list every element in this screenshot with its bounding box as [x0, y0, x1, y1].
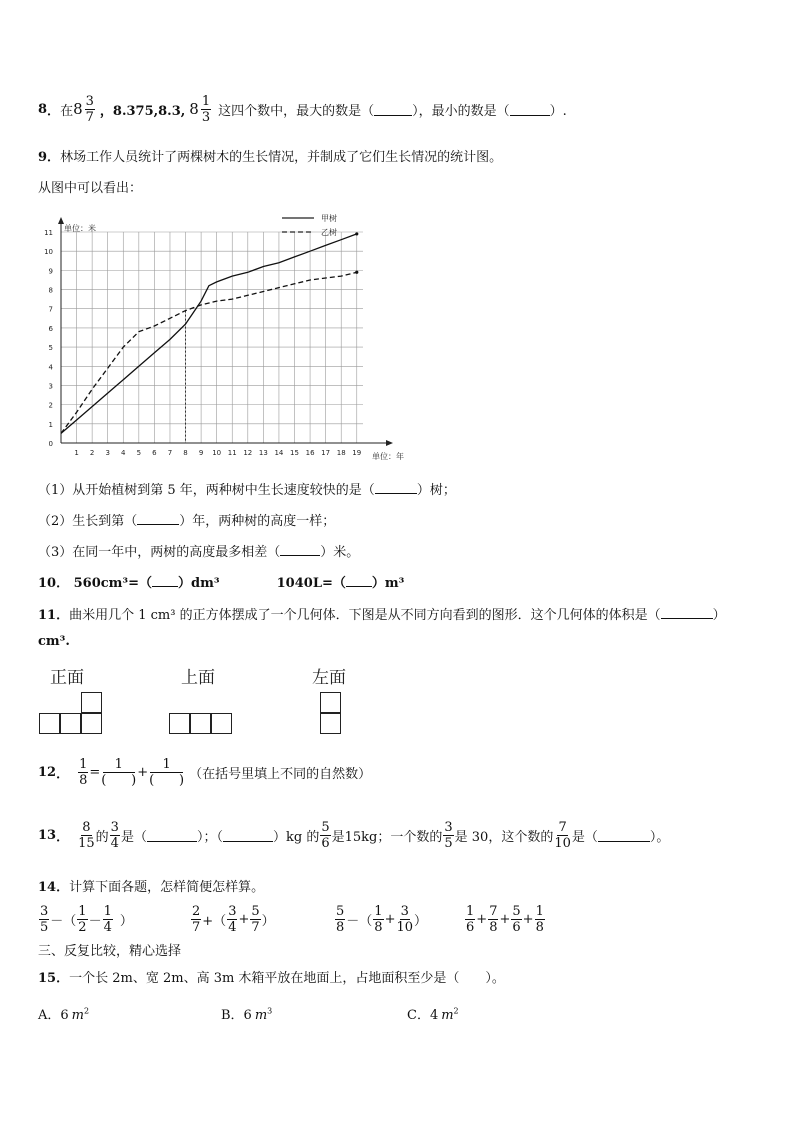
q10-line: 10． 560cm³=（ ）dm³ 1040L=（ ）m³: [38, 576, 405, 591]
top-view-cube: [211, 713, 232, 734]
q8-line: 8 ． 在 8 $\frac{3}{7}$ ，8.375,8.3, 8 $\frac{1}{3}$ 这四个数中，最大的数是（ ），最小的数是（ ）.: [38, 93, 567, 125]
q12-lhs-fraction: $\frac{1}{8}$: [79, 756, 88, 788]
left-view-cube: [320, 713, 341, 734]
front-view-cube: [81, 713, 102, 734]
top-view-cube: [190, 713, 211, 734]
legend-label-jia: 甲树: [321, 214, 337, 223]
y-tick-label: 11: [44, 229, 53, 237]
y-tick-label: 0: [48, 440, 53, 448]
q12-fraction-2[interactable]: $\frac{1}{( )}$: [149, 756, 185, 788]
q9-sub3-blank[interactable]: [280, 543, 320, 556]
q8-text-end: ）.: [549, 103, 567, 119]
series-endpoint: [355, 232, 358, 235]
chart-legend: [282, 213, 337, 237]
series-endpoint: [355, 271, 358, 274]
q9-text: 林场工作人员统计了两棵树木的生长情况，并制成了它们生长情况的统计图。: [60, 150, 503, 165]
q8-text-post: 这四个数中，最大的数是（: [218, 103, 375, 119]
x-tick-label: 14: [274, 449, 284, 457]
front-view-cube: [81, 692, 102, 713]
x-tick-label: 17: [321, 449, 331, 457]
x-tick-label: 8: [183, 449, 188, 457]
view-label-left: 左面: [312, 668, 346, 688]
q14-expression-1: $\frac{3}{5}$ －（ $\frac{1}{2}$ － $\frac{1}{4}$ ）: [40, 903, 133, 935]
x-tick-label: 7: [167, 449, 173, 457]
q9-sub2-blank[interactable]: [137, 512, 179, 525]
q13-blank-2[interactable]: [223, 829, 273, 842]
chart-grid: [61, 232, 363, 443]
q9-sub1-blank[interactable]: [375, 481, 417, 494]
q12-line: 12 ． $\frac{1}{8}$ = $\frac{1}{( )}$ + $\frac{1}{( )}$ （在括号里填上不同的自然数）: [38, 756, 372, 788]
q8-text-pre: 在: [60, 103, 74, 119]
x-tick-label: 1: [74, 449, 79, 457]
q9-sub2: （2）生长到第（ ）年，两种树的高度一样；: [38, 514, 336, 529]
q8-answer-blank-1[interactable]: [374, 103, 412, 116]
y-tick-label: 4: [48, 363, 53, 372]
q9-number: 9: [38, 150, 48, 165]
q11-question: 11．曲米用几个 1 cm³ 的正方体摆成了一个几何体．下图是从不同方向看到的图形．这个几何体的体积是（ ）: [38, 608, 726, 623]
x-tick-label: 16: [305, 449, 315, 457]
q14-expression-2: $\frac{2}{7}$ +（ $\frac{3}{4}$ + $\frac{5}{7}$ ）: [192, 903, 275, 935]
q8-answer-blank-2[interactable]: [510, 103, 550, 116]
x-tick-label: 19: [352, 449, 362, 457]
view-label-top: 上面: [181, 668, 215, 688]
q9-question: 9．林场工作人员统计了两棵树木的生长情况，并制成了它们生长情况的统计图。: [38, 150, 503, 165]
chart-series: [61, 232, 358, 433]
y-tick-label: 7: [48, 305, 53, 314]
y-tick-label: 8: [48, 286, 53, 295]
q14-expression-4: $\frac{1}{6}$ + $\frac{7}{8}$ + $\frac{5}{6}$ + $\frac{1}{8}$: [466, 903, 544, 935]
legend-label-yi: 乙树: [321, 228, 337, 237]
x-tick-label: 18: [336, 449, 346, 457]
x-tick-label: 11: [227, 449, 237, 457]
q13-line: 13 ． $\frac{8}{15}$ 的 $\frac{3}{4}$ 是（ ）；（ ）kg 的 $\frac{5}{6}$ 是15kg；一个数的 $\frac{3}{5}$ 是 30，这个数的 $\frac{7}{10}$ 是（ ）。: [38, 819, 670, 851]
x-tick-label: 3: [105, 449, 110, 457]
q13-fraction-3: $\frac{5}{6}$: [321, 819, 330, 851]
front-view-cube: [60, 713, 81, 734]
left-view-cube: [320, 692, 341, 713]
x-tick-label: 5: [136, 449, 142, 457]
q14-question: 14．计算下面各题，怎样简便怎样算。: [38, 880, 265, 895]
q15-question: 15．一个长 2m、宽 2m、高 3m 木箱平放在地面上，占地面积至少是（ ）。: [38, 971, 505, 986]
chart-ylabel: 单位：米: [64, 224, 96, 233]
x-tick-label: 9: [198, 449, 204, 457]
q15-option-a[interactable]: A．6 $m^2$: [38, 1006, 90, 1023]
q15-option-c[interactable]: C．4 $m^2$: [407, 1006, 459, 1023]
q8-text-mid: ，8.375,8.3,: [99, 103, 186, 119]
y-axis-arrow: [58, 217, 64, 224]
y-tick-label: 2: [48, 401, 53, 410]
front-view-cube: [39, 713, 60, 734]
q13-fraction-1: $\frac{8}{15}$: [78, 819, 95, 851]
q10-blank-2[interactable]: [346, 574, 372, 587]
q11-blank[interactable]: [661, 606, 713, 619]
q8-text-mid2: ），最小的数是（: [412, 103, 510, 119]
series-line-yi: [61, 272, 357, 433]
x-tick-label: 2: [89, 449, 95, 457]
y-tick-label: 10: [44, 248, 53, 257]
q9-sub1: （1）从开始植树到第 5 年，两种树中生长速度较快的是（ ）树；: [38, 483, 456, 498]
y-tick-label: 6: [48, 324, 53, 333]
x-tick-label: 13: [258, 449, 268, 457]
q13-blank-3[interactable]: [598, 829, 650, 842]
x-tick-label: 15: [290, 449, 299, 457]
q12-fraction-1[interactable]: $\frac{1}{( )}$: [101, 756, 137, 788]
q13-fraction-5: $\frac{7}{10}$: [554, 819, 571, 851]
y-tick-label: 9: [48, 267, 53, 276]
x-axis-arrow: [386, 440, 393, 446]
tree-growth-chart: [36, 210, 416, 460]
q12-note: （在括号里填上不同的自然数）: [189, 766, 372, 782]
q13-fraction-2: $\frac{3}{4}$: [110, 819, 119, 851]
q11-unit: cm³.: [38, 634, 70, 649]
y-tick-label: 5: [48, 344, 53, 353]
q9-sub3: （3）在同一年中，两树的高度最多相差（ ）米。: [38, 545, 360, 560]
chart-xlabel: 单位：年: [372, 452, 404, 460]
q9-lead: 从图中可以看出：: [38, 181, 143, 196]
top-view-cube: [169, 713, 190, 734]
y-tick-label: 3: [48, 382, 53, 391]
q8-number: 8: [38, 101, 48, 117]
q8-mixed-number-1: 8 $\frac{3}{7}$: [73, 93, 94, 125]
x-tick-label: 6: [152, 449, 157, 457]
q13-fraction-4: $\frac{3}{5}$: [444, 819, 453, 851]
q10-blank-1[interactable]: [152, 574, 178, 587]
series-line-jia: [61, 234, 357, 434]
x-tick-label: 4: [121, 449, 126, 457]
q8-mixed-number-2: 8 $\frac{1}{3}$: [189, 93, 211, 125]
q15-option-b[interactable]: B．6 $m^3$: [221, 1006, 273, 1023]
chart-axes: [44, 217, 393, 457]
section-heading: 三、反复比较，精心选择: [38, 944, 182, 959]
y-tick-label: 1: [48, 420, 53, 429]
q13-blank-1[interactable]: [147, 829, 197, 842]
x-tick-label: 10: [212, 449, 222, 457]
view-label-front: 正面: [50, 668, 84, 688]
q14-expression-3: $\frac{5}{8}$ －（ $\frac{1}{8}$ + $\frac{3}{10}$ ）: [336, 903, 428, 935]
x-tick-label: 12: [243, 449, 253, 457]
